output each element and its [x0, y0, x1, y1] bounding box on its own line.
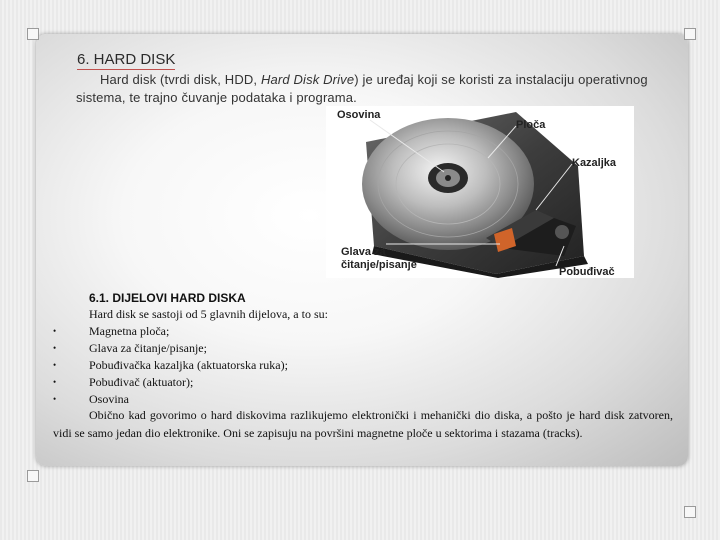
intro-text-part2: ) je uređaj koji se koristi za instalaciju operativnog sistema, te trajno čuvanje podataka i programa. — [76, 72, 648, 105]
corner-marker — [27, 28, 39, 40]
slide-title: 6. HARD DISK — [77, 51, 176, 68]
lead-text: Hard disk se sastoji od 5 glavnih dijelova, a to su: — [89, 307, 328, 321]
figure-label-osovina: Osovina — [337, 109, 381, 121]
list-item-text: Pobuđivač (aktuator); — [89, 375, 194, 389]
figure-label-kazaljka: Kazaljka — [572, 157, 617, 169]
figure-label-pobudivac: Pobuđivač — [559, 266, 615, 278]
list-item — [53, 374, 288, 391]
intro-text-part1: Hard disk (tvrdi disk, HDD, — [100, 72, 261, 87]
bullet: • — [53, 360, 57, 370]
corner-marker — [684, 506, 696, 518]
actuator-pivot — [555, 225, 569, 239]
closing-paragraph: Obično kad govorimo o hard diskovima razlikujemo elektronički i mehanički dio diska, a pošto je hard disk zatvoren, vidi se samo jedan dio elektronike. Oni se zapisuju na površini magnetne ploče u sektorima i stazama (tracks). — [53, 408, 673, 440]
bullet: • — [53, 394, 57, 404]
figure-label-glava: Glava za čitanje/pisanje — [341, 246, 417, 271]
bullet: • — [53, 377, 57, 387]
intro-text-italic: Hard Disk Drive — [260, 72, 355, 87]
section-title: 6.1. DIJELOVI HARD DISKA — [89, 291, 246, 305]
list-item — [53, 357, 288, 374]
list-item-text: Magnetna ploča; — [89, 324, 170, 338]
corner-marker — [684, 28, 696, 40]
intro-paragraph — [76, 71, 682, 107]
hard-disk-figure — [326, 106, 634, 278]
list-item-text: Osovina — [89, 392, 129, 406]
list-item — [53, 323, 288, 340]
list-item-text: Pobuđivačka kazaljka (aktuatorska ruka); — [89, 358, 288, 372]
figure-label-ploca: Ploča — [516, 119, 546, 131]
bullet: • — [53, 343, 57, 353]
bullet: • — [53, 326, 57, 336]
list-item — [53, 340, 288, 357]
spindle-center — [445, 175, 451, 181]
corner-marker — [27, 470, 39, 482]
parts-list — [53, 323, 288, 408]
list-item-text: Glava za čitanje/pisanje; — [89, 341, 207, 355]
